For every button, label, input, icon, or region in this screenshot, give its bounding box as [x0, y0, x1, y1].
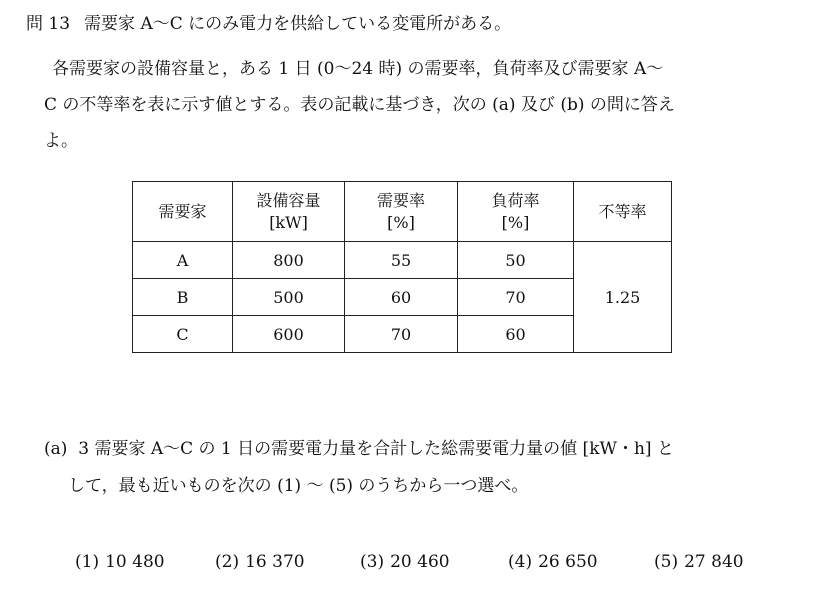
- consumer-name: B: [133, 279, 233, 316]
- question-a-label: (a): [44, 439, 68, 459]
- choice-number: (3): [360, 552, 385, 572]
- table-row: [133, 242, 672, 279]
- choice-2[interactable]: [215, 552, 305, 572]
- demand-factor-value: 55: [345, 242, 458, 279]
- header-consumer: 需要家: [133, 182, 233, 242]
- choice-value: 10 480: [105, 552, 165, 572]
- choice-number: (2): [215, 552, 240, 572]
- question-a-text: 3 需要家 A〜C の 1 日の需要電力量を合計した総需要電力量の値 [kW・h] と: [78, 439, 674, 459]
- demand-factor-value: 70: [345, 316, 458, 353]
- header-capacity: 設備容量 [kW]: [233, 182, 345, 242]
- header-load-factor: 負荷率 [%]: [458, 182, 574, 242]
- choice-number: (4): [508, 552, 533, 572]
- choice-5[interactable]: [654, 552, 744, 572]
- choice-1[interactable]: [75, 552, 165, 572]
- choice-value: 16 370: [245, 552, 305, 572]
- choice-value: 26 650: [538, 552, 598, 572]
- consumer-name: C: [133, 316, 233, 353]
- demand-factor-value: 60: [345, 279, 458, 316]
- diversity-factor-value: 1.25: [574, 242, 672, 353]
- capacity-value: 800: [233, 242, 345, 279]
- load-factor-value: 70: [458, 279, 574, 316]
- consumer-data-table: [132, 181, 672, 353]
- consumer-name: A: [133, 242, 233, 279]
- problem-text-line-2: 各需要家の設備容量と，ある 1 日 (0〜24 時) の需要率，負荷率及び需要家 A〜: [52, 59, 664, 79]
- load-factor-value: 60: [458, 316, 574, 353]
- question-a-line-2: して，最も近いものを次の (1) 〜 (5) のうちから一つ選べ。: [68, 476, 529, 496]
- choice-3[interactable]: [360, 552, 450, 572]
- problem-first-line: [26, 14, 511, 34]
- load-factor-value: 50: [458, 242, 574, 279]
- question-a-line-1: [44, 439, 674, 459]
- header-diversity-factor: 不等率: [574, 182, 672, 242]
- table-header-row: [133, 182, 672, 242]
- problem-number: 問 13: [26, 14, 71, 34]
- choice-number: (5): [654, 552, 679, 572]
- choice-4[interactable]: [508, 552, 598, 572]
- problem-text-line-4: よ。: [44, 131, 78, 151]
- header-demand-factor: 需要率 [%]: [345, 182, 458, 242]
- problem-text-line-3: C の不等率を表に示す値とする。表の記載に基づき，次の (a) 及び (b) の問に答え: [44, 95, 675, 115]
- capacity-value: 600: [233, 316, 345, 353]
- problem-intro-text: 需要家 A〜C にのみ電力を供給している変電所がある。: [84, 14, 512, 34]
- choice-value: 27 840: [684, 552, 744, 572]
- capacity-value: 500: [233, 279, 345, 316]
- choice-value: 20 460: [390, 552, 450, 572]
- choice-number: (1): [75, 552, 100, 572]
